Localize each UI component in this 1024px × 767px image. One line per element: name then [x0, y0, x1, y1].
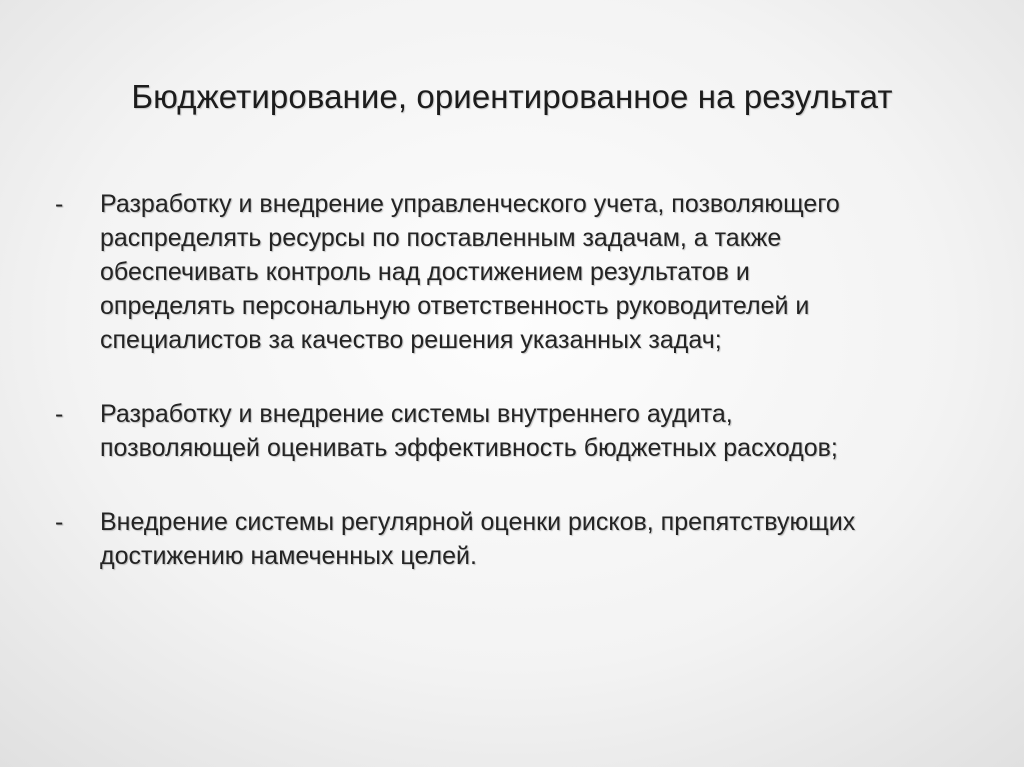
bullet-marker: -	[55, 400, 64, 428]
bullet-text-line: определять персональную ответственность руководителей и	[100, 292, 810, 320]
slide-title: Бюджетирование, ориентированное на результат	[131, 78, 893, 115]
bullet-text-line: распределять ресурсы по поставленным задачам, а также	[100, 224, 782, 252]
bullet-marker: -	[55, 190, 64, 218]
bullet-text-line: позволяющей оценивать эффективность бюджетных расходов;	[100, 434, 838, 462]
bullet-text-line: Разработку и внедрение управленческого учета, позволяющего	[100, 190, 840, 218]
bullet-text-line: специалистов за качество решения указанных задач;	[100, 326, 722, 354]
bullet-item-1	[55, 187, 985, 357]
bullet-text-line: достижению намеченных целей.	[100, 542, 477, 570]
bullet-text-line: Внедрение системы регулярной оценки рисков, препятствующих	[100, 508, 856, 536]
bullet-item-3	[55, 505, 985, 573]
bullet-text-line: обеспечивать контроль над достижением результатов и	[100, 258, 750, 286]
bullet-marker: -	[55, 508, 64, 536]
bullet-item-2	[55, 397, 985, 465]
bullet-text-line: Разработку и внедрение системы внутреннего аудита,	[100, 400, 733, 428]
bullet-list	[55, 187, 985, 573]
